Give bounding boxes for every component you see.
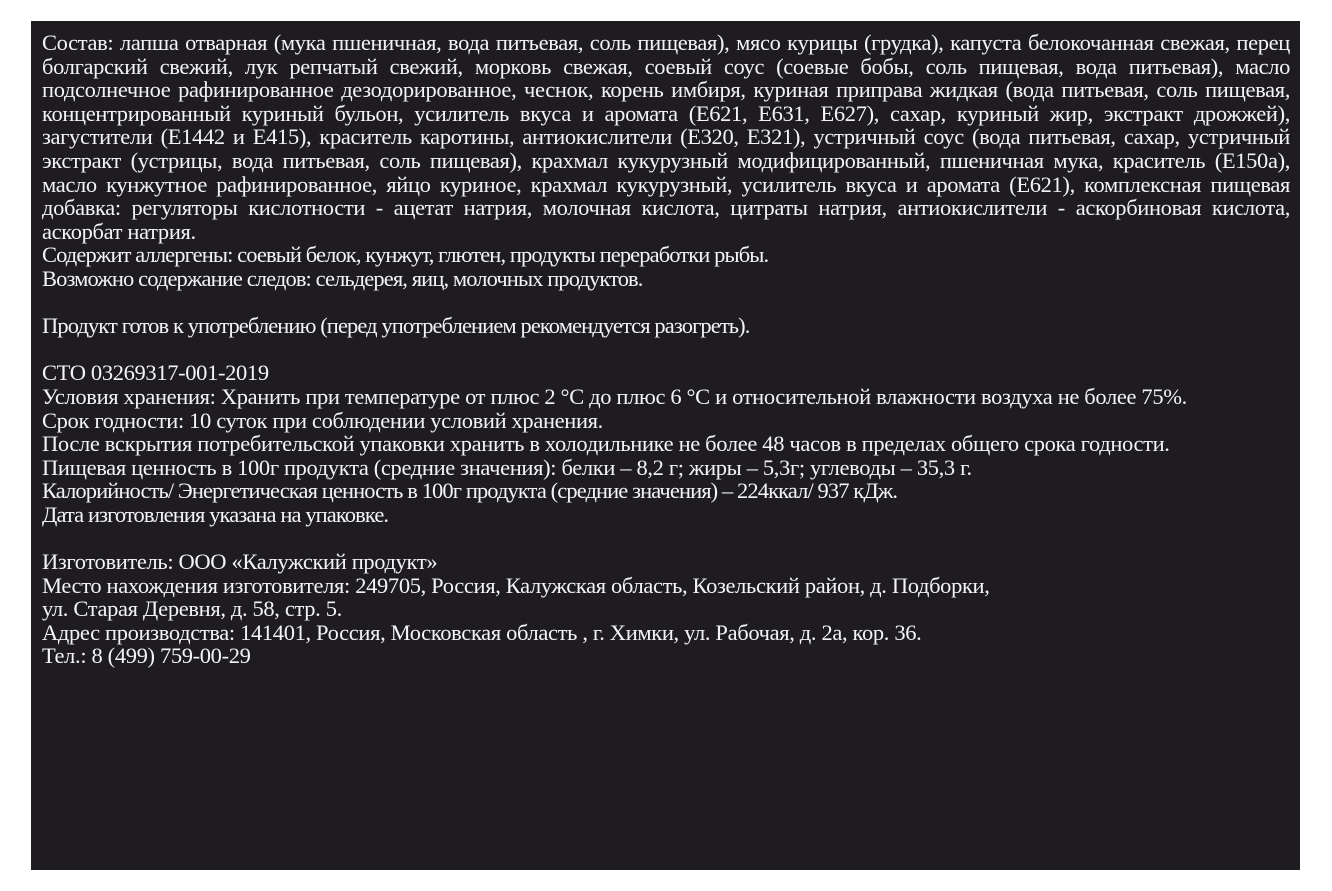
phone-number: Тел.: 8 (499) 759-00-29 xyxy=(42,643,251,669)
spacer xyxy=(42,338,1290,362)
spacer xyxy=(42,526,1290,550)
manufacturer-name: Изготовитель: ООО «Калужский продукт» xyxy=(42,549,438,575)
production-date-text: Дата изготовления указана на упаковке. xyxy=(42,501,389,527)
product-label-panel xyxy=(31,21,1300,870)
manufacturer-address-line-2: ул. Старая Деревня, д. 58, стр. 5. xyxy=(42,596,342,622)
composition-text: Состав: лапша отварная (мука пшеничная, вода питьевая, соль пищевая), мясо курицы (грудка), капуста белокочанная свежая, перец болгарский свежий, лук репчатый свежий, морковь свежая, соевый соус (соевые бобы, соль пищевая, вода питьевая), масло подсолнечное рафинированное дезодорированное, чеснок, корень имбиря, куриная приправа жидкая (вода питьевая, соль пищевая, концентрированный куриный бульон, усилитель вкуса и аромата (Е621, Е631, Е627), сахар, куриный жир, экстракт дрожжей), загустители (Е1442 и Е415), краситель каротины, антиокислители (Е320, Е321), устричный соус (вода питьевая, сахар, устричный экстракт (устрицы, вода питьевая, соль пищевая), крахмал кукурузный модифицированный, пшеничная мука, краситель (Е150а), масло кунжутное рафинированное, яйцо куриное, крахмал кукурузный, усилитель вкуса и аромата (Е621), комплексная пищевая добавка: регуляторы кислотности - ацетат натрия, молочная кислота, цитраты натрия, антиокислители - аскорбиновая кислота, аскорбат натрия. xyxy=(42,30,1290,244)
ready-to-eat-text: Продукт готов к употреблению (перед употреблением рекомендуется разогреть). xyxy=(42,313,750,339)
storage-conditions: Условия хранения: Хранить при температуре от плюс 2 °С до плюс 6 °С и относительной влажности воздуха не более 75%. xyxy=(42,383,1187,409)
production-address: Адрес производства: 141401, Россия, Московская область , г. Химки, ул. Рабочая, д. 2а, кор. 36. xyxy=(42,619,922,645)
shelf-life: Срок годности: 10 суток при соблюдении условий хранения. xyxy=(42,407,603,433)
spacer xyxy=(42,291,1290,315)
standard-code: СТО 03269317-001-2019 xyxy=(42,360,269,386)
allergens-text: Содержит аллергены: соевый белок, кунжут, глютен, продукты переработки рыбы. xyxy=(42,242,769,268)
traces-text: Возможно содержание следов: сельдерея, яиц, молочных продуктов. xyxy=(42,265,643,291)
manufacturer-address-line-1: Место нахождения изготовителя: 249705, Россия, Калужская область, Козельский район, д. Подборки, xyxy=(42,572,990,598)
after-opening-text: После вскрытия потребительской упаковки хранить в холодильнике не более 48 часов в пределах общего срока годности. xyxy=(42,431,1170,457)
nutrition-values: Пищевая ценность в 100г продукта (средние значения): белки – 8,2 г; жиры – 5,3г; углеводы – 35,3 г. xyxy=(42,454,972,480)
energy-value: Калорийность/ Энергетическая ценность в 100г продукта (средние значения) – 224ккал/ 937 кДж. xyxy=(42,478,898,504)
